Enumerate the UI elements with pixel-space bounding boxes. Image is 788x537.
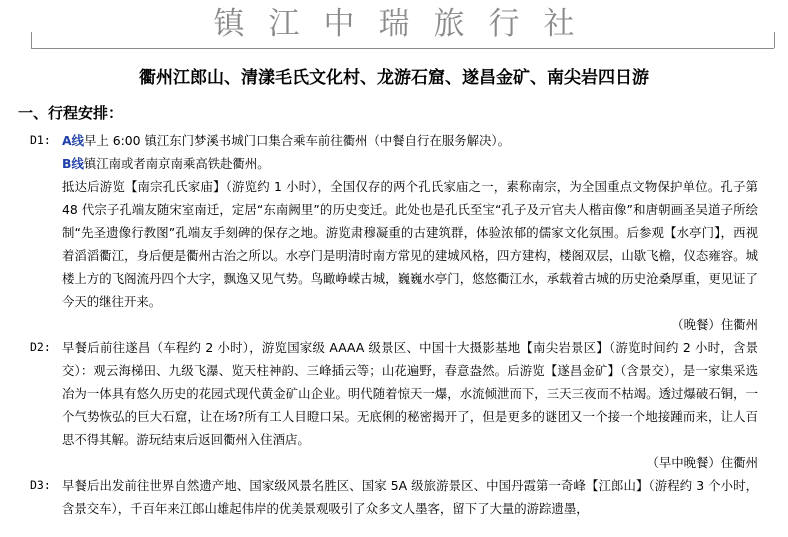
letterhead-rule-left-tick (31, 32, 32, 48)
day-2 (0, 336, 788, 474)
line-b-text: 镇江南或者南京南乘高铁赴衢州。 (83, 156, 270, 171)
day-label: D3: (30, 478, 51, 492)
day-label: D2: (30, 340, 51, 354)
letterhead (0, 0, 788, 58)
day-3 (0, 474, 788, 520)
meal-note: （晚餐）住衢州 (671, 317, 758, 332)
line-a (62, 129, 758, 152)
meal-note: （早中晚餐）住衢州 (646, 455, 758, 470)
day-text: 早餐后前往遂昌（车程约 2 小时），游览国家级 AAAA 级景区、中国十大摄影基地【南尖岩景区】（游览时间约 2 小时，含景交）：观云海梯田、九级飞瀑、览天柱神韵、三峰插云等；山花遍野，春意盎然。后游览【遂昌金矿】（含景交），是一家集采选冶为一体具有悠久历史的花园式现代黄金矿山企业。明代随着惊天一爆，水流倾泄而下，三天三夜而不枯竭。透过爆破石铜，一个气势恢弘的巨大石窟，让在场?所有工人目瞪口呆。无底俐的秘密揭开了，但是更多的谜团又一个接一个地接踵而来，让人百思不得其解。游玩结束后返回衢州入住酒店。 (62, 340, 758, 447)
day-1 (0, 129, 788, 336)
document-title: 衢州江郎山、清漾毛氏文化村、龙游石窟、遂昌金矿、南尖岩四日游 (139, 68, 649, 88)
line-a-tag: A线 (62, 133, 84, 148)
itinerary-body (0, 129, 788, 520)
letterhead-rule-right-tick (774, 32, 775, 48)
letterhead-rule (31, 48, 774, 49)
line-a-text: 早上 6:00 镇江东门梦溪书城门口集合乘车前往衢州（中餐自行在服务解决）。 (83, 133, 510, 148)
line-b (62, 152, 758, 175)
company-name: 镇江中瑞旅行社 (213, 6, 599, 42)
section-heading: 一、行程安排： (18, 104, 124, 122)
day-text: 早餐后出发前往世界自然遗产地、国家级风景名胜区、国家 5A 级旅游景区、中国丹霞第一奇峰【江郎山】（游程约 3 个小时，含景交车），千百年来江郎山雄起伟岸的优美景观吸引了众多文人墨客，留下了大量的游踪遗墨， (62, 478, 758, 516)
line-b-tag: B线 (62, 156, 84, 171)
day-text: 抵达后游览【南宗孔氏家庙】（游览约 1 小时），全国仅存的两个孔氏家庙之一，素称南宗，为全国重点文物保护单位。孔子第 48 代宗子孔端友随宋室南迁，定居“东南阙里”的历史变迁。此处也是孔氏至宝“孔子及亓官夫人楷亩像”和唐朝画圣吴道子所绘制“先圣遗像行教图”孔端友手刻碑的保存之地。游览肃穆凝重的古建筑群，体验浓郁的儒家文化氛围。后参观【水亭门】，西视着滔滔衢江，身后便是衢州古治之所以。水亭门是明清时南方常见的建城风格，四方建构，楼阁双层，山歇飞檐，仪态雍容。城楼上方的飞阁流丹四个大字，飘逸又见气势。鸟瞰峥嵘古城，巍巍水亭门，悠悠衢江水，承载着古城的历史沧桑厚重，更见证了今天的继往开来。 (62, 179, 758, 309)
day-label: D1: (30, 133, 51, 147)
